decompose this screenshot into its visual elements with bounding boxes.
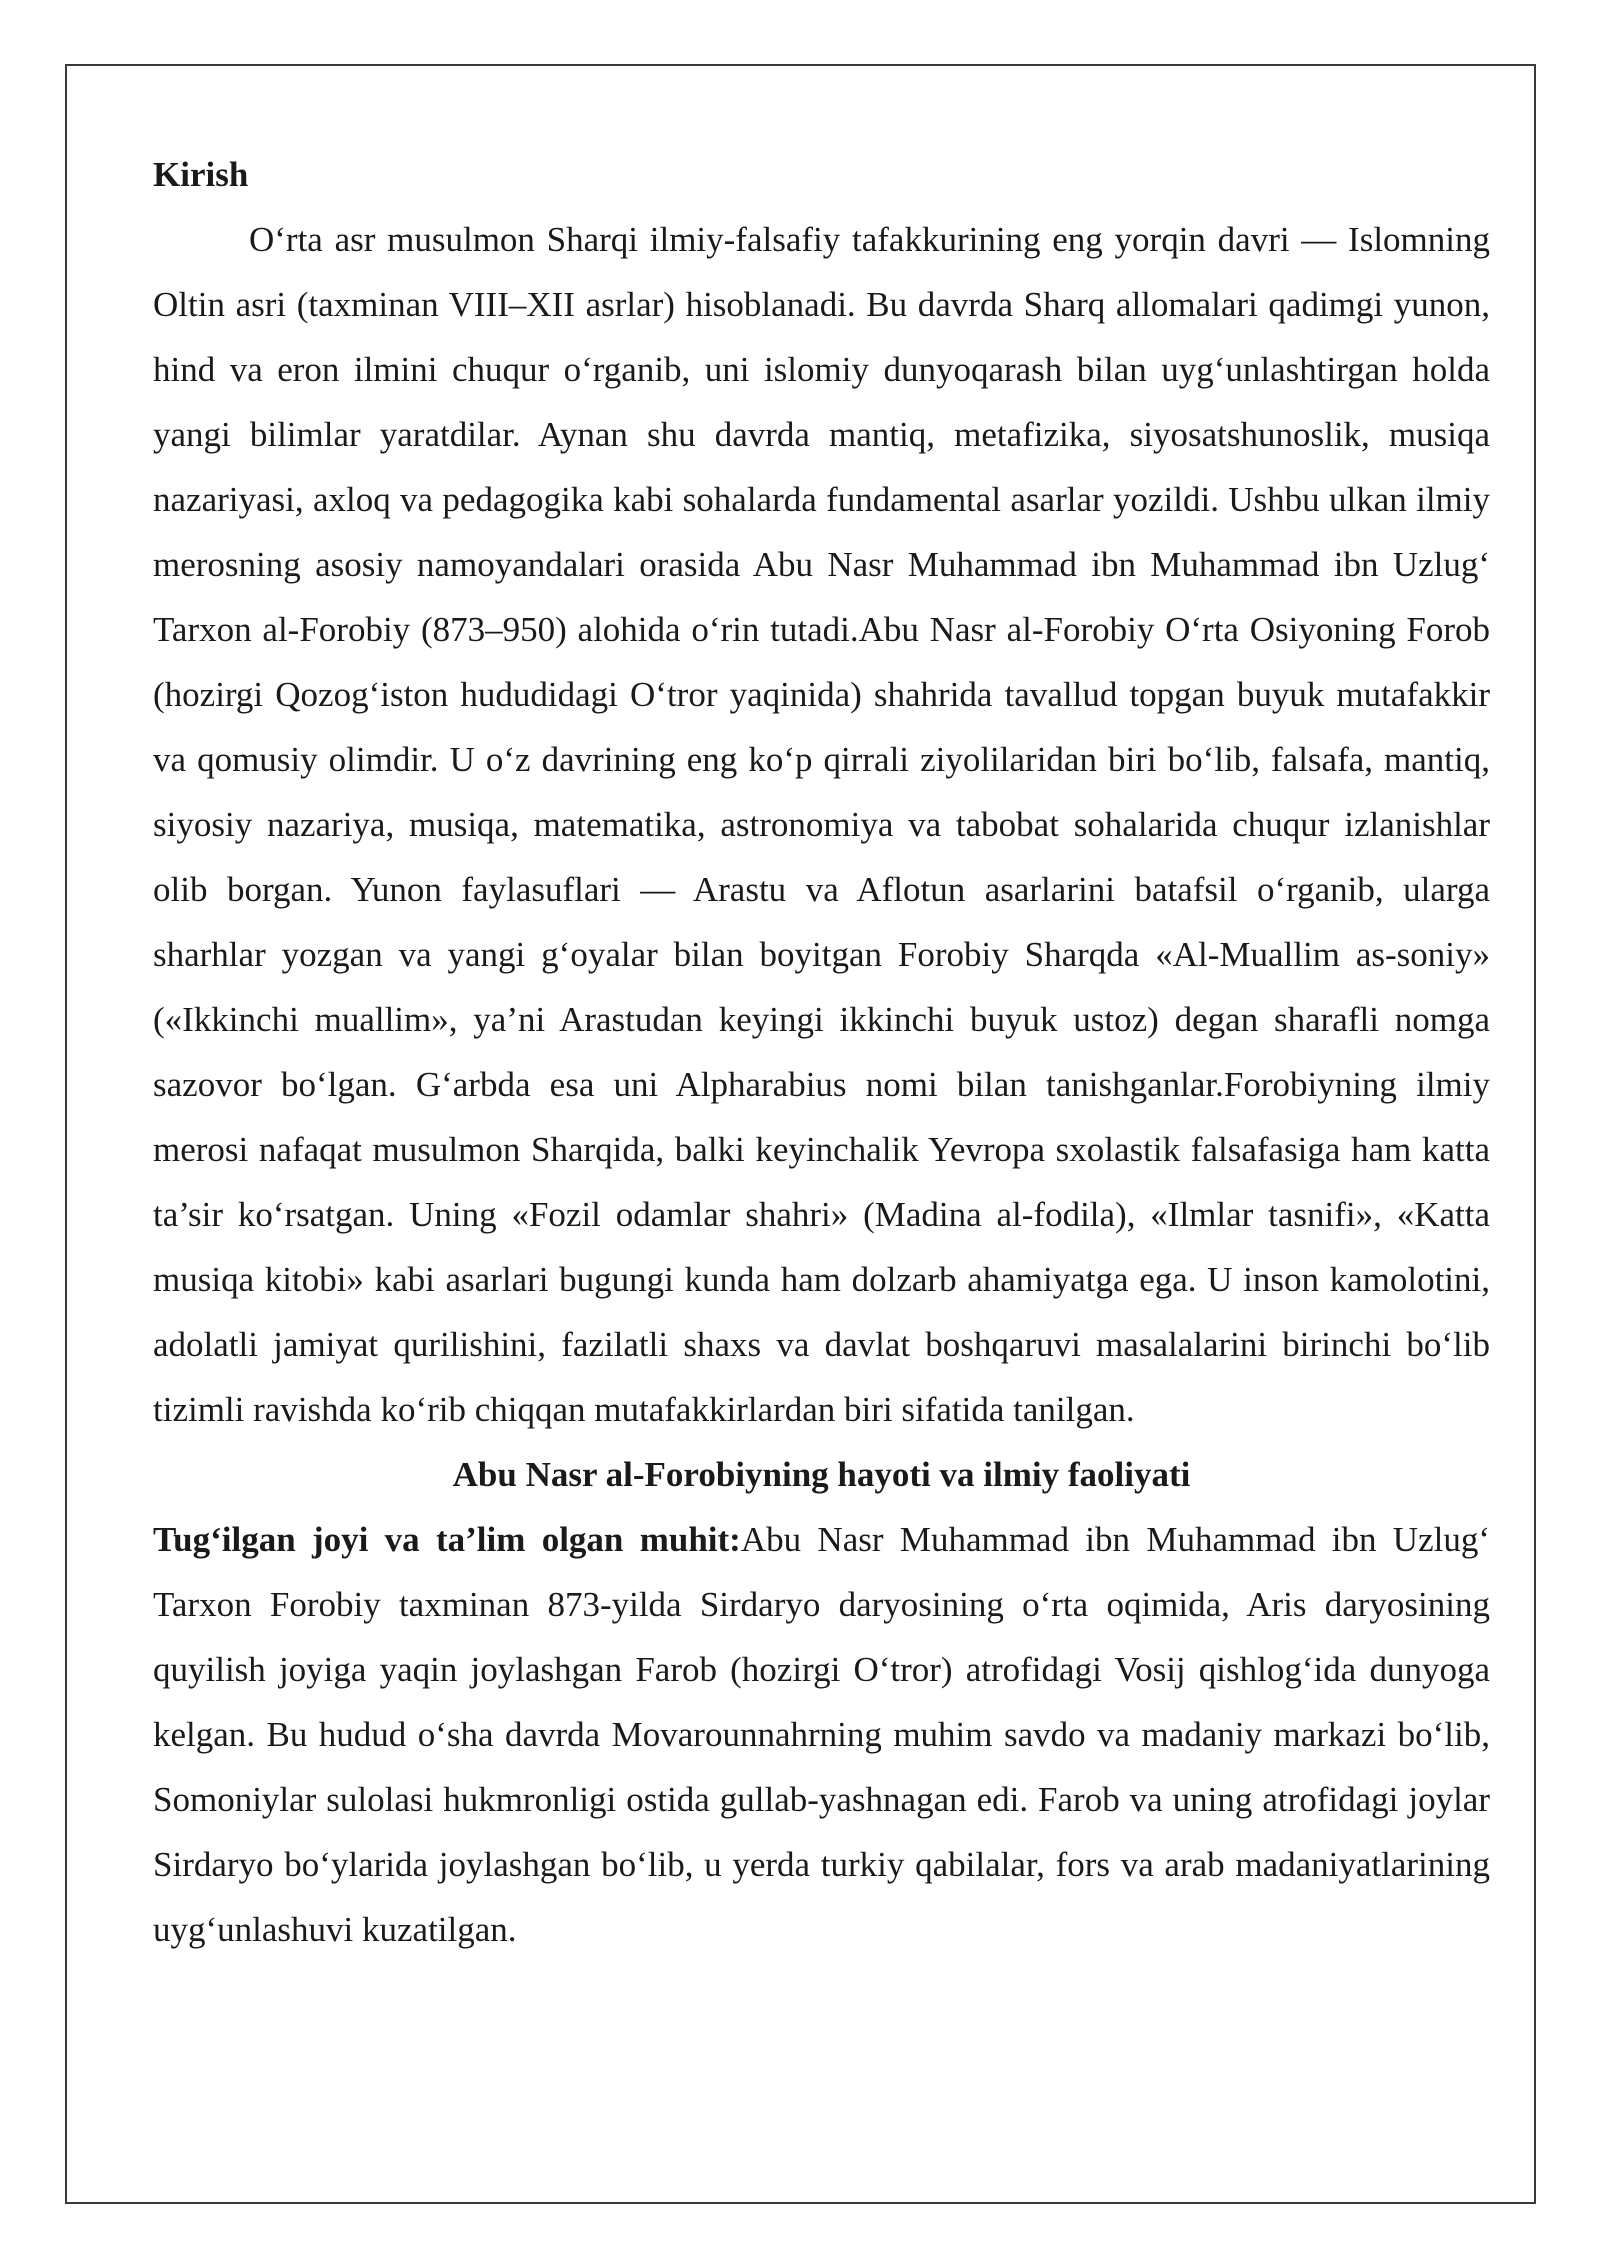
life-paragraph-text: Abu Nasr Muhammad ibn Muhammad ibn Uzlug‘ Tarxon Forobiy taxminan 873-yilda Sirdaryo daryosining o‘rta oqimida, Aris daryosining quyilish joyiga yaqin joylashgan Farob (hozirgi O‘tror) atrofidagi Vosij qishlog‘ida dunyoga kelgan. Bu hudud o‘sha davrda Movarounnahrning muhim savdo va madaniy markazi bo‘lib, Somoniylar sulolasi hukmronligi ostida gullab-yashnagan edi. Farob va uning atrofidagi joylar Sirdaryo bo‘ylarida joylashgan bo‘lib, u yerda turkiy qabilalar, fors va arab madaniyatlarining uyg‘unlashuvi kuzatilgan. (153, 1520, 1490, 1949)
intro-heading: Kirish (153, 155, 249, 194)
intro-paragraph: O‘rta asr musulmon Sharqi ilmiy-falsafiy tafakkurining eng yorqin davri — Islomning Oltin asri (taxminan VIII–XII asrlar) hisoblanadi. Bu davrda Sharq allomalari qadimgi yunon, hind va eron ilmini chuqur o‘rganib, uni islomiy dunyoqarash bilan uyg‘unlashtirgan holda yangi bilimlar yaratdilar. Aynan shu davrda mantiq, metafizika, siyosatshunoslik, musiqa nazariyasi, axloq va pedagogika kabi sohalarda fundamental asarlar yozildi. Ushbu ulkan ilmiy merosning asosiy namoyandalari orasida Abu Nasr Muhammad ibn Muhammad ibn Uzlug‘ Tarxon al-Forobiy (873–950) alohida o‘rin tutadi.Abu Nasr al-Forobiy O‘rta Osiyoning Forob (hozirgi Qozog‘iston hududidagi O‘tror yaqinida) shahrida tavallud topgan buyuk mutafakkir va qomusiy olimdir. U o‘z davrining eng ko‘p qirrali ziyolilaridan biri bo‘lib, falsafa, mantiq, siyosiy nazariya, musiqa, matematika, astronomiya va tabobat sohalarida chuqur izlanishlar olib borgan. Yunon faylasuflari — Arastu va Aflotun asarlarini batafsil o‘rganib, ularga sharhlar yozgan va yangi g‘oyalar bilan boyitgan Forobiy Sharqda «Al-Muallim as-soniy» («Ikkinchi muallim», ya’ni Arastudan keyingi ikkinchi buyuk ustoz) degan sharafli nomga sazovor bo‘lgan. G‘arbda esa uni Alpharabius nomi bilan tanishganlar.Forobiyning ilmiy merosi nafaqat musulmon Sharqida, balki keyinchalik Yevropa sxolastik falsafasiga ham katta ta’sir ko‘rsatgan. Uning «Fozil odamlar shahri» (Madina al-fodila), «Ilmlar tasnifi», «Katta musiqa kitobi» kabi asarlari bugungi kunda ham dolzarb ahamiyatga ega. U inson kamolotini, adolatli jamiyat qurilishini, fazilatli shaxs va davlat boshqaruvi masalalarini birinchi bo‘lib tizimli ravishda ko‘rib chiqqan mutafakkirlardan biri sifatida tanilgan. (153, 220, 1490, 1429)
life-subheading: Tug‘ilgan joyi va ta’lim olgan muhit: (153, 1520, 741, 1559)
life-paragraph (153, 1507, 1490, 1962)
life-heading: Abu Nasr al-Forobiyning hayoti va ilmiy faoliyati (452, 1455, 1191, 1494)
document-body (153, 142, 1490, 1962)
